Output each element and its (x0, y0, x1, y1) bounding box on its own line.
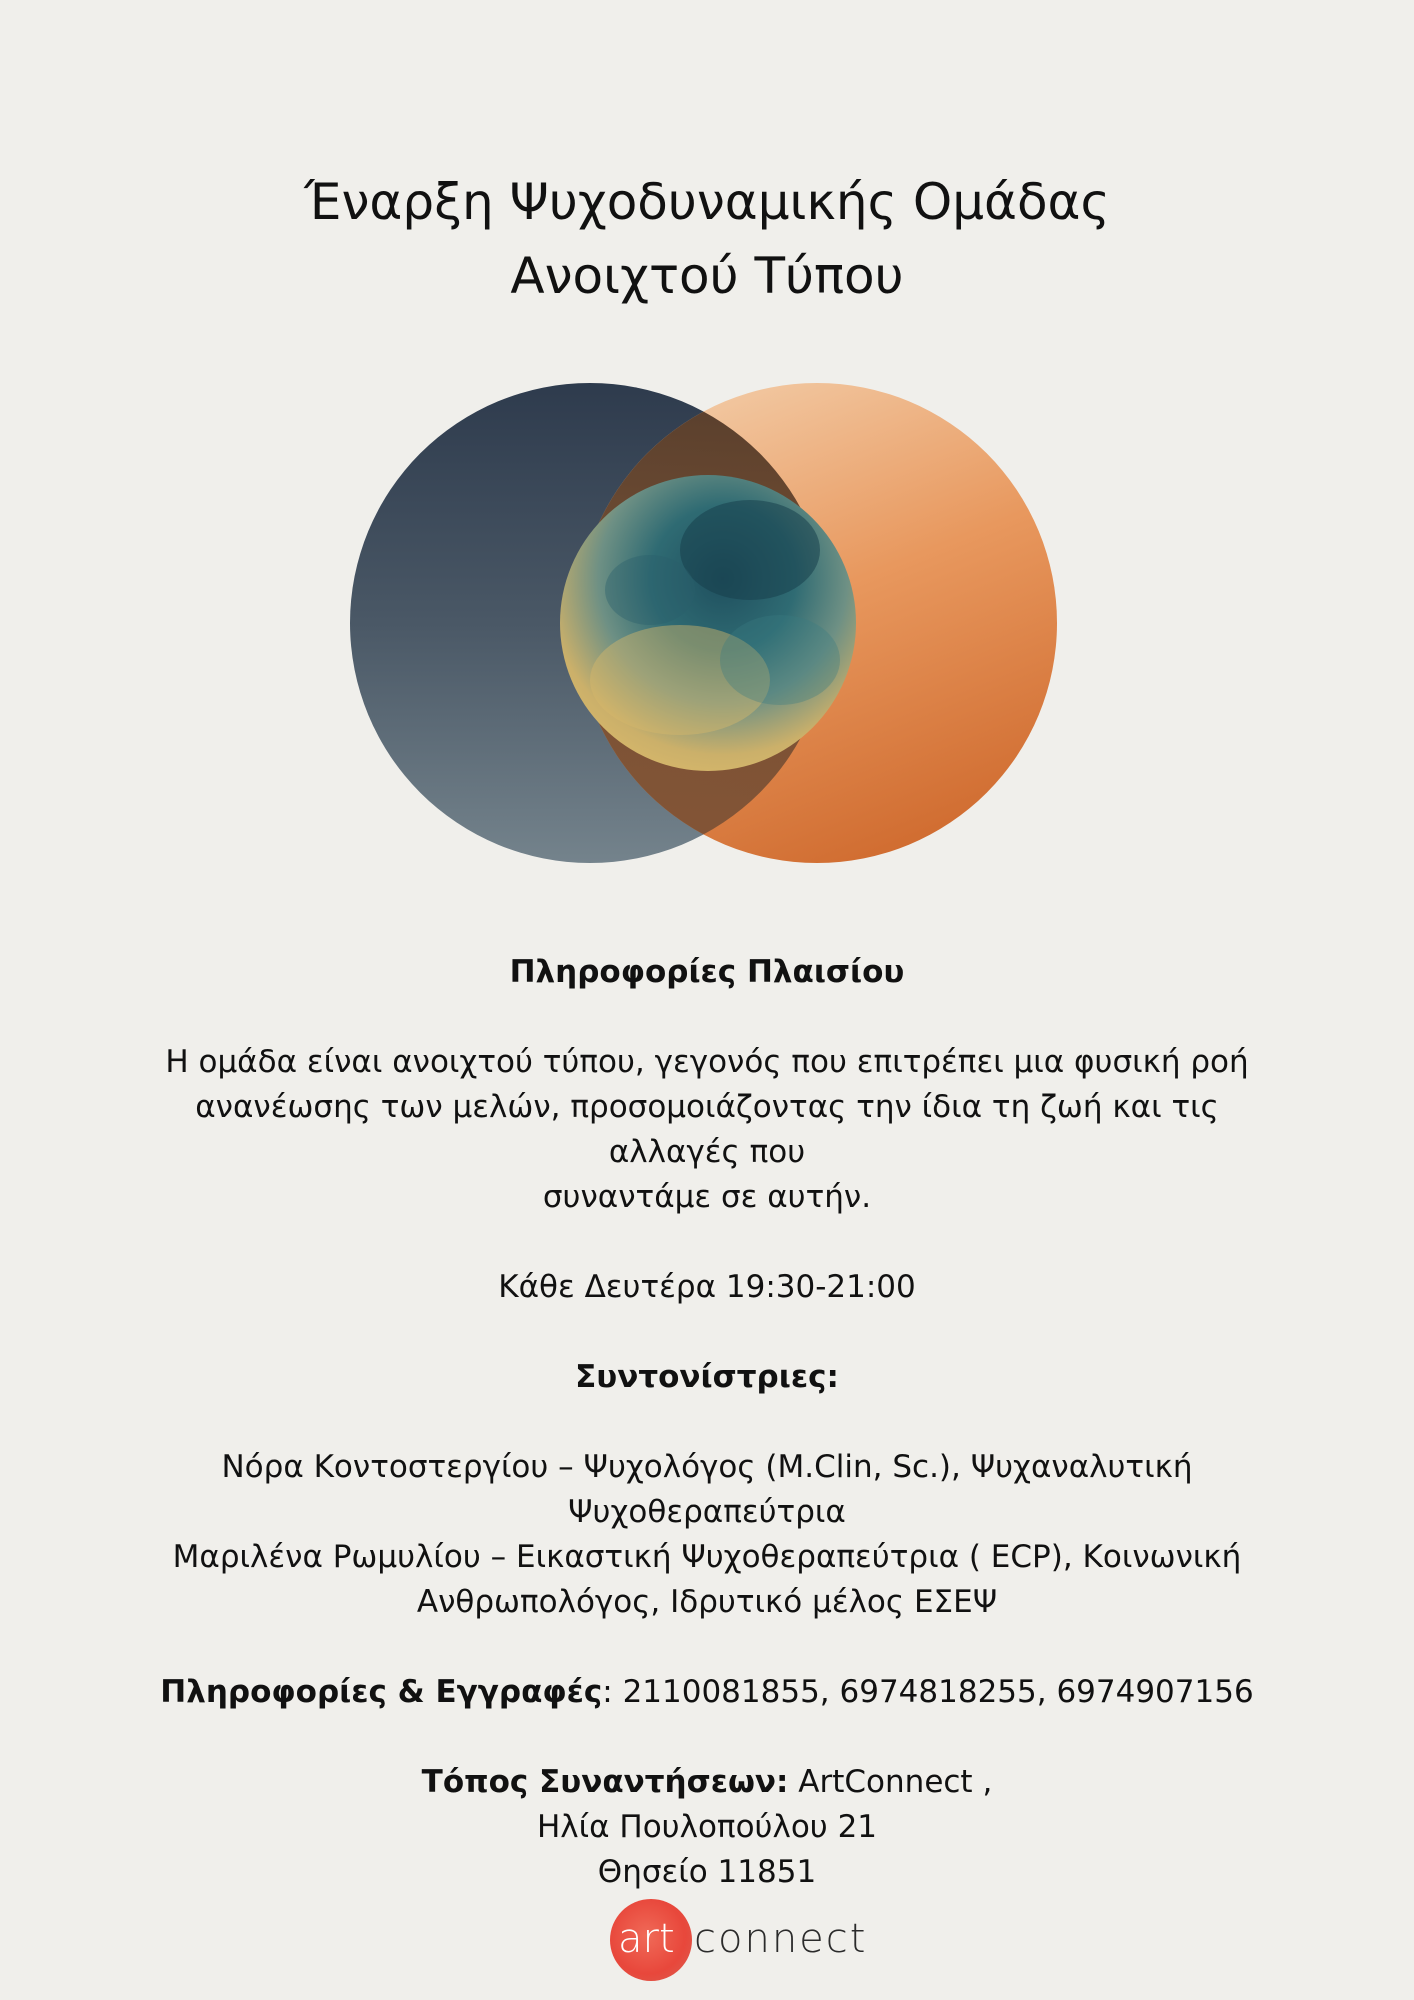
venue-label: Τόπος Συναντήσεων: (421, 1764, 789, 1800)
logo-art-text: art (618, 1916, 675, 1962)
artconnect-logo (610, 1895, 880, 1985)
overlapping-circles-illustration (350, 380, 1060, 865)
title-line-1: Έναρξη Ψυχοδυναμικής Ομάδας (304, 173, 1110, 231)
framework-line-1: Η ομάδα είναι ανοιχτού τύπου, γεγονός που επιτρέπει μια φυσική ροή (165, 1044, 1249, 1080)
venue-address: Ηλία Πουλοπούλου 21 (536, 1809, 878, 1845)
coordinator-2-line-1: Μαριλένα Ρωμυλίου – Εικαστική Ψυχοθεραπεύτρια ( ECP), Κοινωνική (172, 1539, 1242, 1575)
coordinator-1-line-2: Ψυχοθεραπεύτρια (568, 1494, 846, 1530)
contact-phones: : 2110081855, 6974818255, 6974907156 (602, 1674, 1254, 1710)
page-title (0, 165, 1414, 313)
coordinator-1-line-1: Νόρα Κοντοστεργίου – Ψυχολόγος (M.Clin, Sc.), Ψυχαναλυτική (221, 1449, 1193, 1485)
framework-line-2: ανανέωσης των μελών, προσομοιάζοντας την ίδια τη ζωή και τις αλλαγές που (195, 1089, 1219, 1170)
venue-area: Θησείο 11851 (597, 1854, 817, 1890)
coordinators-heading: Συντονίστριες: (575, 1359, 839, 1395)
logo-connect-text: connect (694, 1916, 868, 1962)
info-section (140, 950, 1274, 1895)
venue-line (140, 1760, 1274, 1805)
framework-heading: Πληροφορίες Πλαισίου (509, 954, 905, 990)
schedule: Κάθε Δευτέρα 19:30-21:00 (498, 1269, 916, 1305)
coordinator-2-line-2: Ανθρωπολόγος, Ιδρυτικό μέλος ΕΣΕΨ (416, 1584, 998, 1620)
framework-line-3: συναντάμε σε αυτήν. (542, 1179, 872, 1215)
venue-name: ArtConnect , (788, 1764, 993, 1800)
contact-line (140, 1670, 1274, 1715)
title-line-2: Ανοιχτού Τύπου (510, 247, 904, 305)
contact-label: Πληροφορίες & Εγγραφές (160, 1674, 603, 1710)
